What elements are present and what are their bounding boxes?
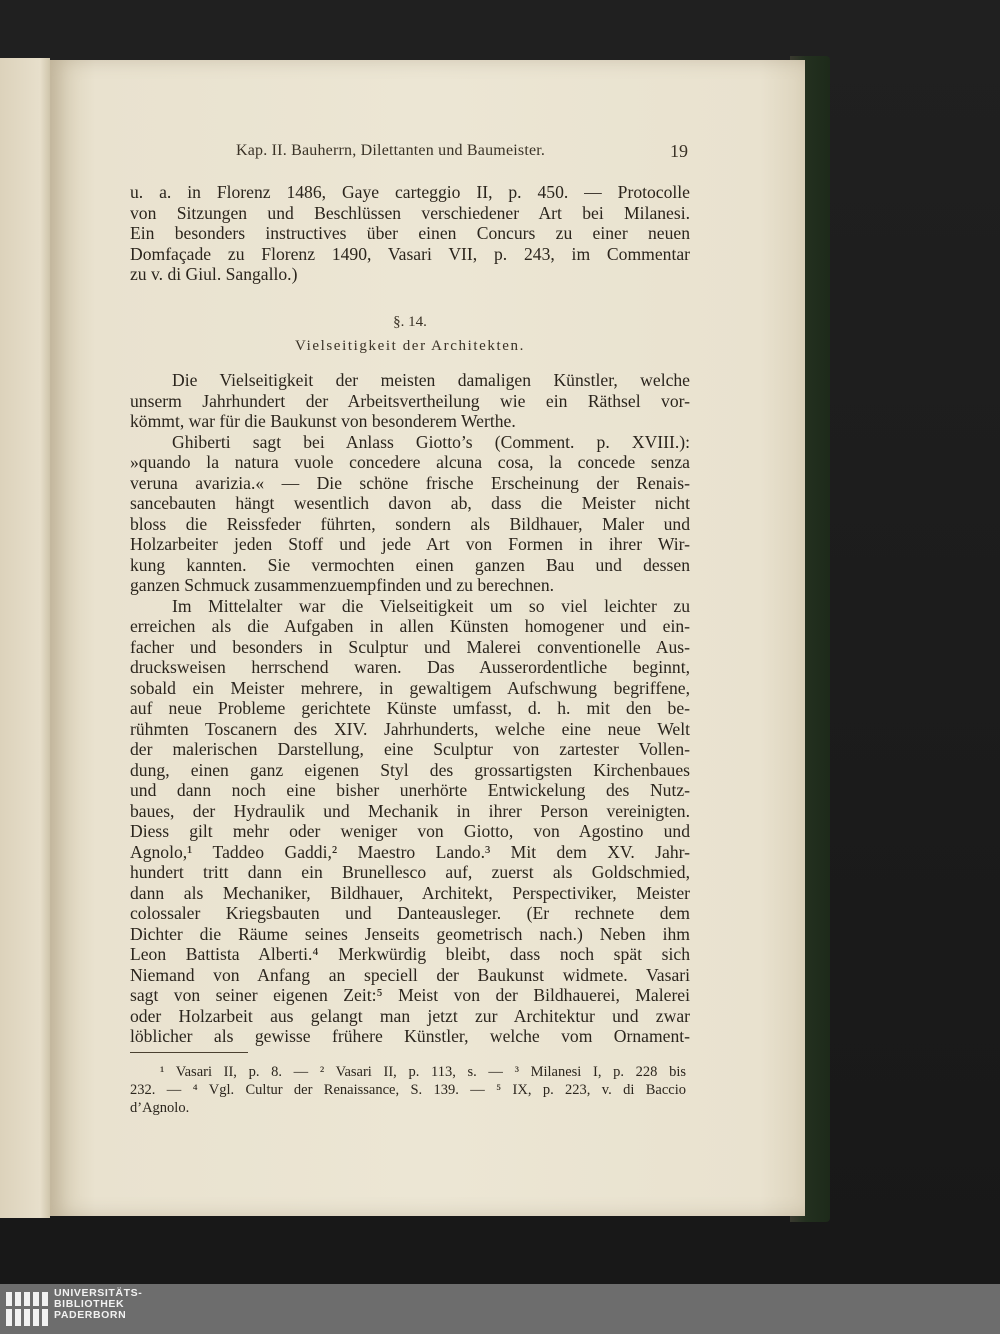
body-line: rühmten Toscanern des XIV. Jahrhunderts, welche eine neue Welt: [130, 718, 690, 739]
body-line: kömmt, war für die Baukunst von besonderem Werthe.: [130, 411, 516, 431]
body-line: kung kannten. Sie vermochten einen ganzen Bau und dessen: [130, 554, 690, 575]
body-line: sagt von seiner eigenen Zeit:⁵ Meist von der Bildhauerei, Malerei: [130, 985, 690, 1005]
body-line: hundert tritt dann ein Brunellesco auf, zuerst als Goldschmied,: [130, 862, 690, 882]
body-line: drucksweisen herrschend waren. Das Ausserordentliche beginnt,: [130, 657, 690, 677]
body-line: dann als Mechaniker, Bildhauer, Architekt, Perspectiviker, Meister: [130, 882, 690, 903]
body-line: dung, einen ganz eigenen Styl des grossartigsten Kirchenbaues: [130, 759, 690, 780]
body-line: Ghiberti sagt bei Anlass Giotto’s (Comment. p. XVIII.):: [172, 431, 690, 452]
body-line: colossaler Kriegsbauten und Danteausleger. (Er rechnete dem: [130, 903, 690, 923]
body-line: sancebauten hängt wesentlich davon ab, dass die Meister nicht: [130, 493, 690, 513]
body-line: der malerischen Darstellung, eine Sculptur von zartester Vollen-: [130, 739, 690, 759]
section-title: Vielseitigkeit der Architekten.: [295, 338, 525, 354]
body-line: bloss die Reissfeder führten, sondern als Bildhauer, Maler und: [130, 513, 690, 534]
body-line: »quando la natura vuole concedere alcuna cosa, la concede senza: [130, 452, 690, 472]
body-line: oder Holzarbeit aus gelangt man jetzt zur Architektur und zwar: [130, 1005, 690, 1026]
body-line: und dann noch eine bisher unerhörte Entwickelung des Nutz-: [130, 780, 690, 800]
body-line: zu v. di Giul. Sangallo.): [130, 264, 298, 284]
body-line: Domfaçade zu Florenz 1490, Vasari VII, p. 243, im Commentar: [130, 243, 690, 264]
body-line: von Sitzungen und Beschlüssen verschiedener Art bei Milanesi.: [130, 202, 690, 223]
section-number: §. 14.: [393, 314, 427, 330]
body-line: Die Vielseitigkeit der meisten damaligen Künstler, welche: [172, 370, 690, 390]
body-line: Ein besonders instructives über einen Concurs zu einer neuen: [130, 223, 690, 243]
footer-institution-line: PADERBORN: [54, 1309, 127, 1321]
facing-page-edge: [0, 58, 50, 1218]
body-line: erreichen als die Aufgaben in allen Künsten homogener und ein-: [130, 616, 690, 636]
footnote-line: 232. — ⁴ Vgl. Cultur der Renaissance, S. 139. — ⁵ IX, p. 223, v. di Baccio: [130, 1082, 686, 1098]
footer-institution-line: BIBLIOTHEK: [54, 1298, 125, 1310]
body-line: Dichter die Räume seines Jenseits geometrisch nach.) Neben ihm: [130, 923, 690, 944]
body-line: u. a. in Florenz 1486, Gaye carteggio II, p. 450. — Protocolle: [130, 182, 690, 202]
body-line: auf neue Probleme gerichtete Künste umfasst, d. h. mit den be-: [130, 698, 690, 718]
footnote-line: ¹ Vasari II, p. 8. — ² Vasari II, p. 113, s. — ³ Milanesi I, p. 228 bis: [160, 1064, 686, 1080]
page-number: 19: [670, 141, 688, 161]
body-line: Agnolo,¹ Taddeo Gaddi,² Maestro Lando.³ Mit dem XV. Jahr-: [130, 841, 690, 862]
body-line: veruna avarizia.« — Die schöne frische Erscheinung der Renais-: [130, 472, 690, 493]
body-line: baues, der Hydraulik und Mechanik in ihrer Person vereinigten.: [130, 800, 690, 821]
body-line: Im Mittelalter war die Vielseitigkeit um so viel leichter zu: [172, 595, 690, 616]
body-line: Diess gilt mehr oder weniger von Giotto, von Agostino und: [130, 821, 690, 841]
body-line: Holzarbeiter jeden Stoff und jede Art von Formen in ihrer Wir-: [130, 534, 690, 554]
library-logo-icon: [4, 1288, 50, 1330]
library-footer-bar: [0, 1284, 1000, 1334]
footer-institution-line: UNIVERSITÄTS-: [54, 1287, 143, 1299]
body-line: facher und besonders in Sculptur und Malerei conventionelle Aus-: [130, 636, 690, 657]
footnote-rule: [130, 1052, 248, 1053]
body-line: löblicher als gewisse frühere Künstler, welche vom Ornament-: [130, 1026, 690, 1046]
body-line: Niemand von Anfang an speciell der Baukunst widmete. Vasari: [130, 964, 690, 985]
footnote-line: d’Agnolo.: [130, 1100, 190, 1116]
body-line: unserm Jahrhundert der Arbeitsvertheilung wie ein Räthsel vor-: [130, 390, 690, 411]
body-line: sobald ein Meister mehrere, in gewaltigem Aufschwung begriffene,: [130, 677, 690, 698]
body-line: Leon Battista Alberti.⁴ Merkwürdig bleibt, dass noch spät sich: [130, 944, 690, 964]
body-line: ganzen Schmuck zusammenzuempfinden und zu berechnen.: [130, 575, 555, 595]
running-title: Kap. II. Bauherrn, Dilettanten und Baumeister.: [236, 142, 546, 159]
